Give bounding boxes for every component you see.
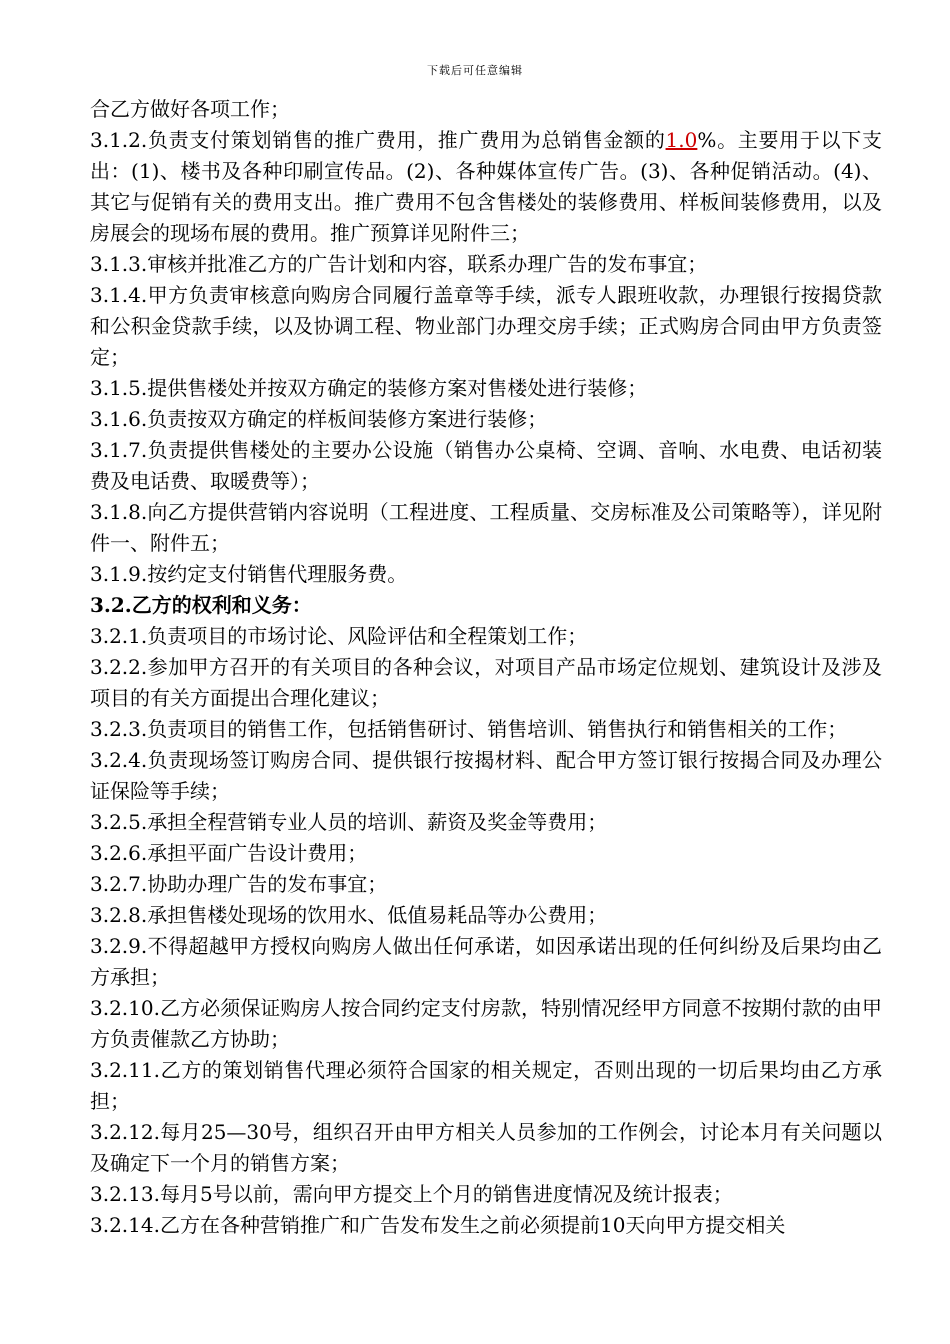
section-heading: 3.2.乙方的权利和义务： [90,593,312,617]
paragraph: 3.2.11.乙方的策划销售代理必须符合国家的相关规定，否则出现的一切后果均由乙方承担； [90,1058,882,1113]
paragraph: 3.2.2.参加甲方召开的有关项目的各种会议，对项目产品市场定位规划、建筑设计及涉及项目的有关方面提出合理化建议； [90,655,882,710]
paragraph-text: 3.1.2.负责支付策划销售的推广费用，推广费用为总销售金额的 [90,128,666,152]
paragraph: 3.1.8.向乙方提供营销内容说明（工程进度、工程质量、交房标准及公司策略等），详见附件一、附件五； [90,500,882,555]
promotion-rate-value: 1.0 [665,128,698,152]
paragraph: 3.2.9.不得超越甲方授权向购房人做出任何承诺，如因承诺出现的任何纠纷及后果均由乙方承担； [90,934,882,989]
paragraph: 3.2.4.负责现场签订购房合同、提供银行按揭材料、配合甲方签订银行按揭合同及办理公证保险等手续； [90,748,882,803]
paragraph: 3.1.5.提供售楼处并按双方确定的装修方案对售楼处进行装修； [90,376,648,400]
paragraph: 3.1.9.按约定支付销售代理服务费。 [90,562,408,586]
paragraph: 3.1.3.审核并批准乙方的广告计划和内容，联系办理广告的发布事宜； [90,252,708,276]
paragraph: 3.2.13.每月5号以前，需向甲方提交上个月的销售进度情况及统计报表； [90,1182,733,1206]
paragraph-promotion-fee [90,125,882,249]
paragraph: 3.1.7.负责提供售楼处的主要办公设施（销售办公桌椅、空调、音响、水电费、电话初装费及电话费、取暖费等）； [90,438,882,493]
paragraph: 3.2.3.负责项目的销售工作，包括销售研讨、销售培训、销售执行和销售相关的工作； [90,717,848,741]
paragraph: 3.2.14.乙方在各种营销推广和广告发布发生之前必须提前10天向甲方提交相关 [90,1213,786,1237]
paragraph: 3.2.12.每月25—30号，组织召开由甲方相关人员参加的工作例会，讨论本月有关问题以及确定下一个月的销售方案； [90,1120,882,1175]
paragraph: 3.2.6.承担平面广告设计费用； [90,841,368,865]
paragraph: 3.1.4.甲方负责审核意向购房合同履行盖章等手续，派专人跟班收款，办理银行按揭贷款和公积金贷款手续，以及协调工程、物业部门办理交房手续；正式购房合同由甲方负责签定； [90,283,882,369]
page-header: 下载后可任意编辑 [427,64,523,77]
paragraph: 3.2.8.承担售楼处现场的饮用水、低值易耗品等办公费用； [90,903,608,927]
paragraph: 3.1.6.负责按双方确定的样板间装修方案进行装修； [90,407,548,431]
paragraph: 3.2.10.乙方必须保证购房人按合同约定支付房款，特别情况经甲方同意不按期付款的由甲方负责催款乙方协助； [90,996,882,1051]
document-body [90,94,882,1241]
paragraph: 合乙方做好各项工作； [90,97,290,121]
paragraph: 3.2.1.负责项目的市场讨论、风险评估和全程策划工作； [90,624,588,648]
paragraph: 3.2.5.承担全程营销专业人员的培训、薪资及奖金等费用； [90,810,608,834]
paragraph-text: %。主要用于以下支出：(1)、楼书及各种印刷宣传品。(2)、各种媒体宣传广告。(3)、各种促销活动。(4)、其它与促销有关的费用支出。推广费用不包含售楼处的装修费用、样板间装修费用，以及房展会的现场布展的费用。推广预算详见附件三； [90,128,882,245]
paragraph: 3.2.7.协助办理广告的发布事宜； [90,872,388,896]
